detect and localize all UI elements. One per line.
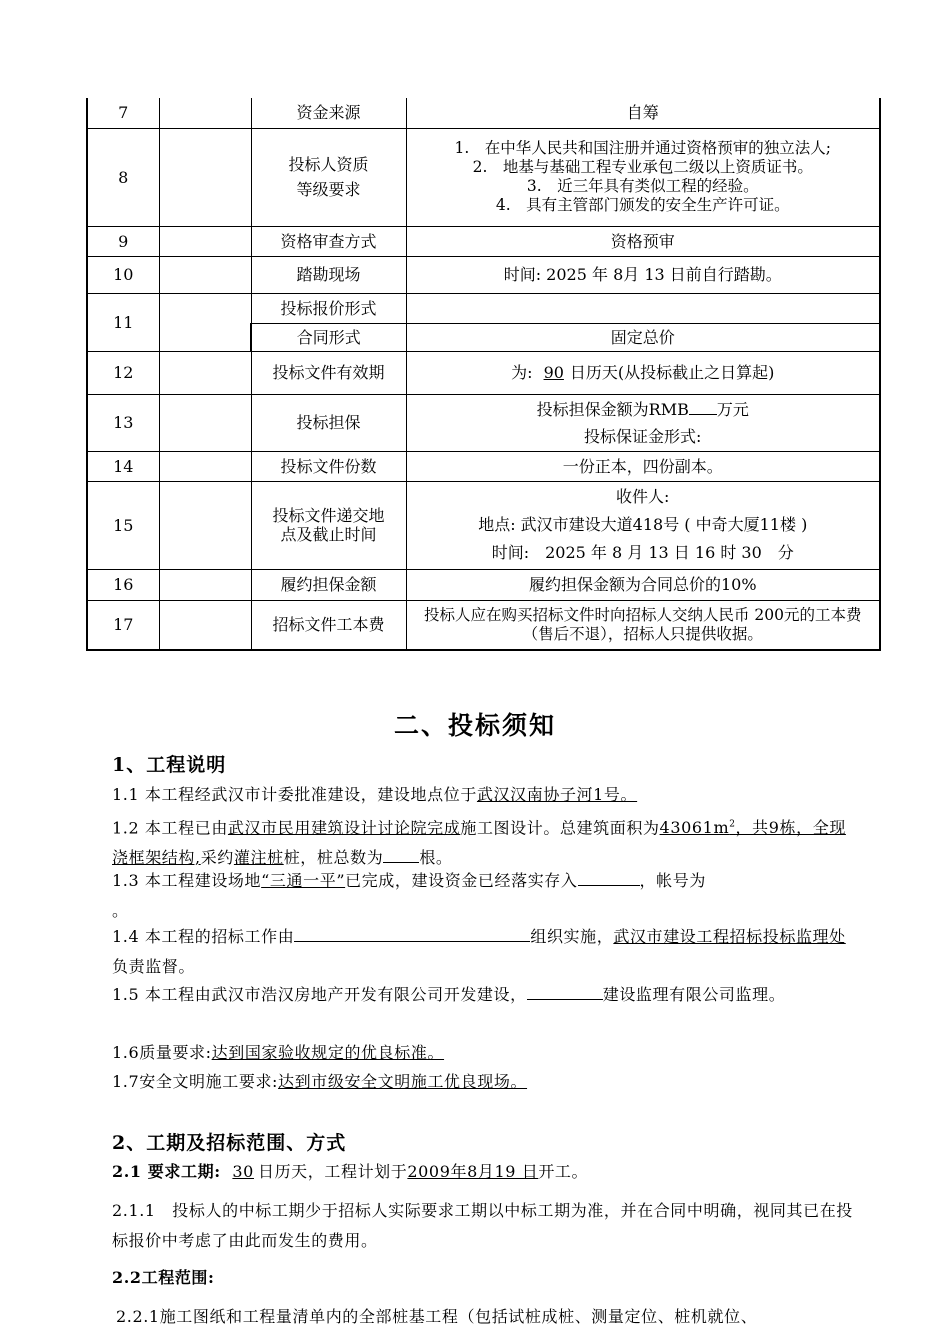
- blank-line: [294, 927, 530, 942]
- table-row: [87, 481, 880, 569]
- row-content: [406, 293, 880, 323]
- text: 已完成，建设资金已经落实存入: [345, 871, 578, 890]
- bond-amount-label: 投标担保金额为RMB: [536, 399, 689, 419]
- bond-amount-unit: 万元: [716, 399, 749, 419]
- blank-line: [527, 985, 603, 1000]
- row-number: 14: [87, 451, 159, 481]
- heading-schedule-scope: 2、工期及招标范围、方式: [112, 1132, 347, 1154]
- section-title: 二、投标须知: [393, 711, 556, 740]
- empty-cell: [159, 394, 251, 451]
- paragraph-1-5: [112, 980, 860, 1010]
- heading-project-description: 1、工程说明: [112, 754, 227, 776]
- paragraph-2-1-1: 2.1.1 投标人的中标工期少于招标人实际要求工期以中标工期为准，并在合同中明确，视同其已在投标报价中考虑了由此而发生的费用。: [112, 1201, 853, 1250]
- row-number: 16: [87, 569, 159, 600]
- row-number: 13: [87, 394, 159, 451]
- row-content: 固定总价: [406, 323, 880, 351]
- validity-days: 90: [543, 363, 564, 382]
- text: 负责监督。: [112, 957, 196, 976]
- underlined-text: 达到市级安全文明施工优良现场。: [278, 1072, 528, 1091]
- row-content: 一份正本，四份副本。: [406, 451, 880, 481]
- row-number: 7: [87, 98, 159, 128]
- underlined-text: 武汉市民用建筑设计讨论院完成: [227, 818, 461, 838]
- deadline-line: 时间: 2025 年 8 月 13 日 16 时 30 分: [491, 543, 794, 562]
- row-item: 履约担保金额: [251, 569, 406, 600]
- row-item-line: 点及截止时间: [280, 525, 377, 544]
- row-content: 投标人应在购买招标文件时向招标人交纳人民币 200元的工本费（售后不退），招标人只提供收据。: [406, 600, 880, 650]
- table-row: [87, 128, 880, 226]
- table-row: [87, 451, 880, 481]
- row-item: 投标文件份数: [251, 451, 406, 481]
- qualification-1: 1. 在中华人民共和国注册并通过资格预审的独立法人;: [454, 139, 831, 157]
- recipient-line: 收件人:: [616, 487, 670, 506]
- row-number: 9: [87, 226, 159, 256]
- row-item: 投标担保: [251, 394, 406, 451]
- row-content: [406, 394, 880, 451]
- superscript: 2: [729, 820, 736, 830]
- table-row: [87, 98, 880, 128]
- bond-amount-line: [411, 400, 876, 419]
- row-item: 踏勘现场: [251, 256, 406, 293]
- empty-cell: [159, 351, 251, 394]
- text: 日历天，工程计划于: [257, 1162, 408, 1181]
- row-number: 17: [87, 600, 159, 650]
- bold-text: 2.1 要求工期:: [112, 1162, 221, 1181]
- empty-cell: [159, 226, 251, 256]
- validity-prefix: 为:: [511, 363, 533, 382]
- qualification-3: 3. 近三年具有类似工程的经验。: [526, 177, 759, 195]
- text: 组织实施，: [530, 927, 614, 946]
- qualification-2: 2. 地基与基础工程专业承包二级以上资质证书。: [472, 158, 813, 176]
- paragraph-1-4: [112, 922, 860, 982]
- text: 。: [112, 901, 129, 920]
- blank-line: [383, 848, 419, 863]
- table-row: [87, 226, 880, 256]
- text: 1.4 本工程的招标工作由: [112, 927, 295, 946]
- location-line: 地点: 武汉市建设大道418号 ( 中奇大厦11楼 ): [478, 515, 808, 534]
- row-content: [406, 351, 880, 394]
- empty-cell: [159, 293, 251, 351]
- empty-cell: [159, 481, 251, 569]
- underlined-text: 2009年8月19 日: [407, 1162, 539, 1181]
- row-item-line: 等级要求: [296, 180, 361, 199]
- row-item-line: 投标文件递交地: [272, 506, 385, 525]
- row-item: 合同形式: [251, 323, 406, 351]
- empty-cell: [159, 600, 251, 650]
- area-value: 43061m: [659, 818, 730, 838]
- bond-form-line: 投标保证金形式:: [584, 426, 702, 446]
- row-content: 资格预审: [406, 226, 880, 256]
- underlined-text: 武汉市建设工程招标投标监理处: [613, 927, 846, 946]
- underlined-text: 30: [232, 1162, 254, 1181]
- qualification-4: 4. 具有主管部门颁发的安全生产许可证。: [495, 196, 790, 214]
- row-item: [251, 128, 406, 226]
- row-item: [251, 481, 406, 569]
- validity-suffix: 日历天(从投标截止之日算起): [569, 363, 775, 382]
- paragraph-1-1: [112, 780, 860, 810]
- row-item-line: 投标人资质: [288, 155, 369, 174]
- row-content: [406, 481, 880, 569]
- underlined-text: 灌注桩: [233, 848, 284, 868]
- table-row: [87, 600, 880, 650]
- text: 开工。: [538, 1162, 589, 1181]
- bond-amount-blank: [689, 400, 717, 415]
- empty-cell: [159, 256, 251, 293]
- text: 1.3 本工程建设场地: [112, 871, 262, 890]
- row-content: 履约担保金额为合同总价的10%: [406, 569, 880, 600]
- table-row: [87, 351, 880, 394]
- table-row: [87, 293, 880, 323]
- row-content: 时间: 2025 年 8月 13 日前自行踏勘。: [406, 256, 880, 293]
- underlined-text: ，共9栋，全现浇框架结构,: [112, 818, 846, 868]
- row-number: 12: [87, 351, 159, 394]
- text: 根。: [419, 848, 453, 868]
- paragraph-1-3: [112, 866, 860, 926]
- row-number: 11: [87, 293, 159, 351]
- row-item: 资金来源: [251, 98, 406, 128]
- text: 桩，桩总数为: [283, 848, 384, 868]
- text: 建设监理有限公司监理。: [602, 985, 786, 1004]
- text: 采约: [200, 848, 234, 868]
- text: 1.5 本工程由武汉市浩汉房地产开发有限公司开发建设，: [112, 985, 527, 1004]
- row-number: 15: [87, 481, 159, 569]
- text: 1.7安全文明施工要求:: [112, 1072, 279, 1091]
- empty-cell: [159, 451, 251, 481]
- underlined-text: “三通一平”: [261, 871, 346, 890]
- table-row: [87, 569, 880, 600]
- row-item: 投标报价形式: [251, 293, 406, 323]
- empty-cell: [159, 98, 251, 128]
- table-row: [87, 394, 880, 451]
- row-item: 招标文件工本费: [251, 600, 406, 650]
- row-item: 资格审查方式: [251, 226, 406, 256]
- paragraph-1-7: [112, 1067, 860, 1097]
- text: ，帐号为: [639, 871, 706, 890]
- table-row: [87, 256, 880, 293]
- empty-cell: [159, 569, 251, 600]
- row-item: 投标文件有效期: [251, 351, 406, 394]
- row-number: 8: [87, 128, 159, 226]
- paragraph-1-6: [112, 1038, 860, 1068]
- text: 1.1 本工程经武汉市计委批准建设，建设地点位于: [112, 785, 477, 804]
- text: 1.2 本工程已由: [112, 818, 228, 838]
- underlined-text: 武汉汉南协子河1号。: [476, 785, 638, 804]
- row-number: 10: [87, 256, 159, 293]
- paragraph-2-1: [112, 1157, 860, 1187]
- text: 施工图设计。总建筑面积为: [460, 818, 660, 838]
- row-content: 自筹: [406, 98, 880, 128]
- row-content: [406, 128, 880, 226]
- bid-info-table: [86, 98, 881, 651]
- text: 1.6质量要求:: [112, 1043, 212, 1062]
- heading-2-2: 2.2工程范围:: [112, 1268, 215, 1287]
- paragraph-1-2: [112, 810, 860, 873]
- underlined-text: 达到国家验收规定的优良标准。: [211, 1043, 445, 1062]
- empty-cell: [159, 128, 251, 226]
- paragraph-2-2-1: 2.2.1施工图纸和工程量清单内的全部桩基工程（包括试桩成桩、测量定位、桩机就位、: [116, 1307, 758, 1326]
- blank-line: [578, 871, 640, 886]
